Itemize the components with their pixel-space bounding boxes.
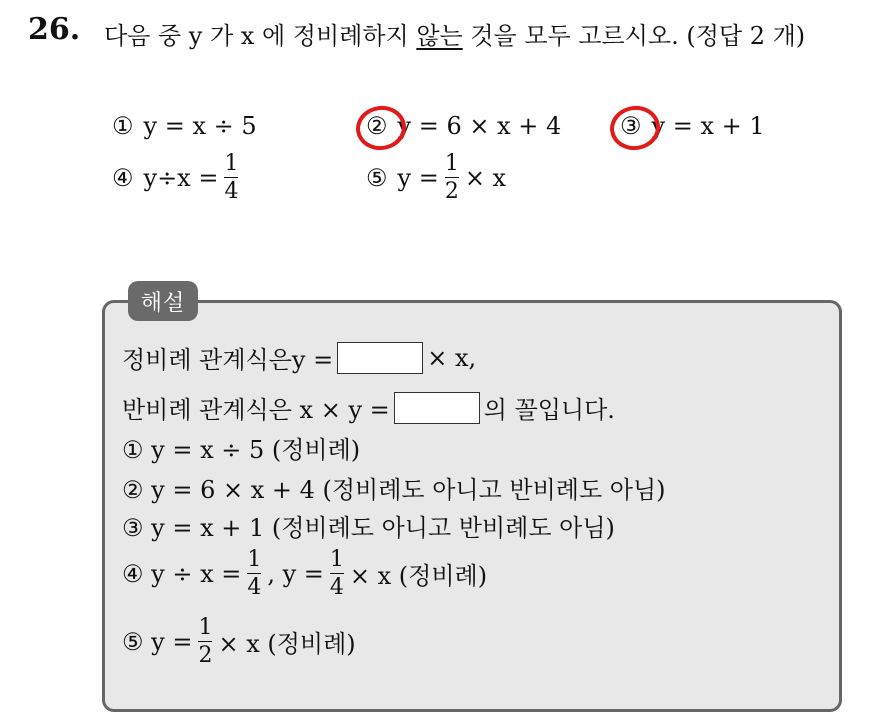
choice-4-number: ④: [112, 163, 134, 192]
fraction-bar: [330, 573, 344, 574]
choice-5-expression-after: × x: [464, 163, 507, 192]
item5-fraction: [198, 616, 212, 667]
line2-before: 반비례 관계식은 x × y =: [122, 396, 390, 424]
line1-before: 정비례 관계식은y =: [122, 346, 334, 374]
item5-before: ⑤ y =: [122, 627, 193, 656]
choice-1[interactable]: [112, 112, 257, 140]
choice-4[interactable]: [112, 152, 244, 203]
explanation-item-3: ③ y = x + 1 (정비례도 아니고 반비례도 아님): [122, 514, 615, 542]
item4-fraction-2: [330, 548, 344, 599]
choice-3[interactable]: [620, 112, 765, 140]
explanation-item-4: [122, 548, 487, 599]
item4-mid: , y =: [267, 559, 324, 588]
choice-1-expression: y = x ÷ 5: [143, 112, 257, 140]
choice-4-fraction: [224, 152, 238, 203]
fraction-denominator: 4: [329, 575, 344, 601]
fraction-denominator: 2: [198, 643, 213, 669]
fraction-numerator: 1: [329, 547, 344, 572]
fraction-bar: [445, 177, 459, 178]
item4-after: × x (정비례): [349, 562, 488, 591]
explanation-label: 해설: [128, 281, 198, 321]
choice-2-expression: y = 6 × x + 4: [397, 112, 562, 140]
blank-box-1: [337, 342, 423, 374]
fraction-numerator: 1: [224, 151, 239, 176]
fraction-numerator: 1: [247, 547, 262, 572]
choice-3-number-circled: ③: [620, 112, 642, 140]
fraction-denominator: 2: [444, 179, 459, 205]
question-text-underlined: 않는: [416, 22, 463, 50]
fraction-denominator: 4: [224, 179, 239, 205]
explanation-item-1: ① y = x ÷ 5 (정비례): [122, 436, 361, 464]
choice-4-expression: y÷x =: [143, 163, 219, 192]
fraction-bar: [247, 573, 261, 574]
explanation-item-2: ② y = 6 × x + 4 (정비례도 아니고 반비례도 아님): [122, 476, 666, 504]
explanation-line-2: [122, 390, 615, 425]
choice-2-number-circled: ②: [366, 112, 388, 140]
line1-after: × x,: [427, 343, 477, 372]
question-text-after: 것을 모두 고르시오. (정답 2 개): [462, 22, 806, 50]
explanation-line-1: [122, 340, 476, 375]
explanation-item-5: [122, 616, 356, 667]
item4-fraction-1: [247, 548, 261, 599]
choice-2[interactable]: [366, 112, 561, 140]
fraction-denominator: 4: [247, 575, 262, 601]
choice-5-expression-before: y =: [397, 163, 439, 192]
line2-after: 의 꼴입니다.: [483, 396, 615, 424]
question-text: [104, 16, 805, 51]
fraction-numerator: 1: [198, 615, 213, 640]
item5-after: × x (정비례): [218, 630, 356, 659]
fraction-bar: [198, 641, 212, 642]
item4-before: ④ y ÷ x =: [122, 559, 242, 588]
choice-1-number: ①: [112, 112, 134, 140]
blank-box-2: [394, 392, 480, 424]
choice-5-fraction: [445, 152, 459, 203]
question-number: 26.: [28, 12, 81, 47]
choice-3-expression: y = x + 1: [651, 112, 765, 140]
question-text-before: 다음 중 y 가 x 에 정비례하지: [104, 22, 417, 50]
fraction-numerator: 1: [444, 151, 459, 176]
fraction-bar: [224, 177, 238, 178]
choice-5-number: ⑤: [366, 163, 388, 192]
choice-5[interactable]: [366, 152, 506, 203]
